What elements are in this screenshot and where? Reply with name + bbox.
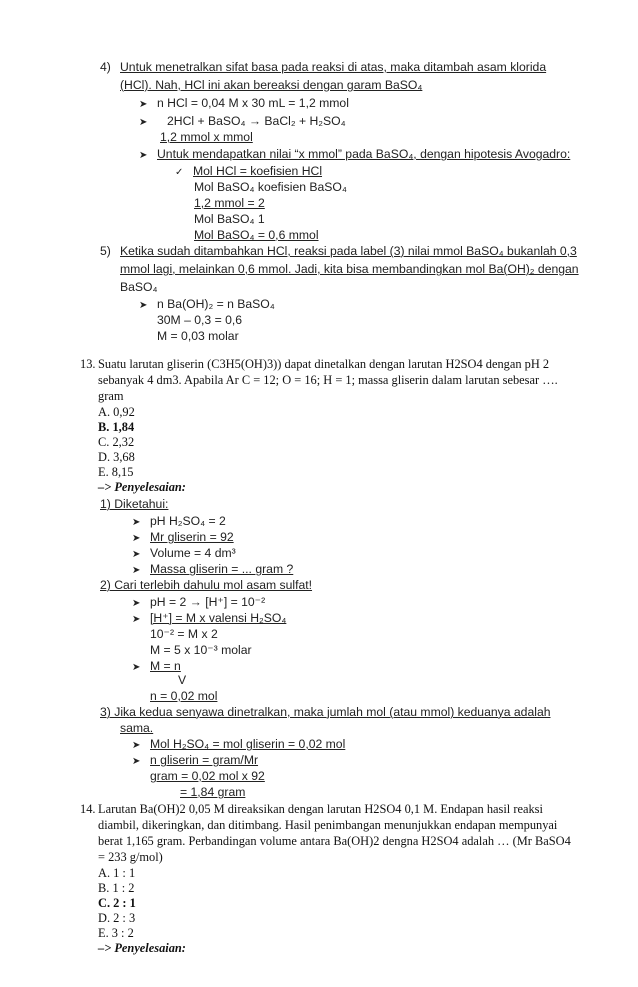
step3-text-b: n gliserin = gram/Mr — [150, 753, 259, 767]
known-text-1: pH H₂SO₄ = 2 — [150, 514, 226, 528]
q14-solution-label: –> Penyelesaian: — [98, 941, 186, 955]
nhcl-text: n HCl = 0,04 M x 30 mL = 1,2 mmol — [157, 96, 349, 110]
ratio-row-5: Mol BaSO₄ = 0,6 mmol — [194, 228, 319, 242]
checkmark-icon: ✓ — [175, 167, 184, 178]
q13-step-1-head: 1) Diketahui: — [100, 497, 169, 511]
q14-option-a: A. 1 : 1 — [98, 866, 136, 880]
arrow-bullet-icon: ➤ — [139, 99, 148, 110]
q14-option-c: C. 2 : 1 — [98, 896, 136, 910]
known-text-2: Mr gliserin = 92 — [150, 530, 234, 544]
q13-line-3: gram — [98, 389, 124, 403]
reaction-amounts: 1,2 mmol x mmol — [160, 130, 253, 144]
q13-option-e: E. 8,15 — [98, 465, 134, 479]
q13-step-2-g: n = 0,02 mol — [150, 689, 218, 703]
q13-step-2-head: 2) Cari terlebih dahulu mol asam sulfat! — [100, 578, 313, 592]
nbaoh-text: n Ba(OH)₂ = n BaSO₄ — [157, 297, 275, 311]
ratio-text-1: Mol HCl = koefisien HCl — [193, 164, 323, 178]
q13-option-b: B. 1,84 — [98, 420, 135, 434]
ratio-row-3: 1,2 mmol = 2 — [194, 196, 265, 210]
bullet-nbaoh — [139, 297, 275, 311]
step-4-line-1: Untuk menetralkan sifat basa pada reaksi di atas, maka ditambah asam klorida — [120, 60, 547, 74]
q13-step-2-b — [132, 611, 286, 625]
ratio-row-1 — [175, 164, 322, 178]
step-5-line-2: mmol lagi, melainkan 0,6 mmol. Jadi, kita bisa membandingkan mol Ba(OH)₂ dengan — [120, 262, 579, 276]
arrow-bullet-icon: ➤ — [139, 150, 148, 161]
arrow-bullet-icon: ➤ — [139, 117, 148, 128]
q13-solution-label: –> Penyelesaian: — [98, 480, 186, 494]
reaction-text: 2HCl + BaSO₄ → BaCl₂ + H₂SO₄ — [167, 114, 346, 128]
q13-known-1 — [132, 514, 226, 528]
avogadro-text: Untuk mendapatkan nilai “x mmol” pada BaSO₄, dengan hipotesis Avogadro: — [157, 147, 571, 161]
q13-known-2 — [132, 530, 234, 544]
calc-line-2: M = 0,03 molar — [157, 329, 239, 343]
q14-option-d: D. 2 : 3 — [98, 911, 136, 925]
step2-text-e: M = n — [150, 659, 181, 673]
q13-step-3-a — [132, 737, 345, 751]
arrow-bullet-icon: ➤ — [132, 740, 141, 751]
q14-line-1: Larutan Ba(OH)2 0,05 M direaksikan dengan larutan H2SO4 0,1 M. Endapan hasil reaksi — [98, 802, 543, 816]
arrow-bullet-icon: ➤ — [132, 517, 141, 528]
q13-option-c: C. 2,32 — [98, 435, 135, 449]
step-5-line-3: BaSO₄ — [120, 280, 158, 294]
q14-line-4: = 233 g/mol) — [98, 850, 163, 864]
q13-step-3-c: gram = 0,02 mol x 92 — [150, 769, 265, 783]
q13-number: 13. — [80, 357, 96, 371]
step2-text-b: [H⁺] = M x valensi H₂SO₄ — [150, 611, 287, 625]
arrow-bullet-icon: ➤ — [132, 662, 141, 673]
known-text-4: Massa gliserin = ... gram ? — [150, 562, 294, 576]
step-5-number: 5) — [100, 244, 111, 258]
q14-line-2: diambil, dikeringkan, dan ditimbang. Hasil penimbangan menunjukkan endapan mempunyai — [98, 818, 558, 832]
q13-known-4 — [132, 562, 293, 576]
ratio-row-4: Mol BaSO₄ 1 — [194, 212, 265, 226]
q13-step-3-d: = 1,84 gram — [180, 785, 246, 799]
q13-step-2-e — [132, 659, 181, 673]
bullet-nhcl — [139, 96, 349, 110]
arrow-bullet-icon: ➤ — [132, 533, 141, 544]
q13-step-2-f: V — [178, 673, 187, 687]
q13-step-3-head-2: sama. — [120, 721, 154, 735]
q13-known-3 — [132, 546, 236, 560]
q14-number: 14. — [80, 802, 96, 816]
calc-line-1: 30M – 0,3 = 0,6 — [157, 313, 243, 327]
ratio-row-2: Mol BaSO₄ koefisien BaSO₄ — [194, 180, 347, 194]
step-4-line-2: (HCl). Nah, HCl ini akan bereaksi dengan garam BaSO₄ — [120, 78, 423, 92]
q13-option-d: D. 3,68 — [98, 450, 135, 464]
arrow-bullet-icon: ➤ — [132, 565, 141, 576]
known-text-3: Volume = 4 dm³ — [150, 546, 236, 560]
step-5-line-1: Ketika sudah ditambahkan HCl, reaksi pada label (3) nilai mmol BaSO₄ bukanlah 0,3 — [120, 244, 577, 258]
q13-line-1: Suatu larutan gliserin (C3H5(OH)3)) dapat dinetalkan dengan larutan H2SO4 dengan pH 2 — [98, 357, 550, 371]
q14-line-3: berat 1,165 gram. Perbandingan volume antara Ba(OH)2 dengna H2SO4 adalah … (Mr BaSO4 — [98, 834, 571, 848]
q13-step-2-c: 10⁻² = M x 2 — [150, 627, 218, 641]
arrow-bullet-icon: ➤ — [132, 549, 141, 560]
q14-option-e: E. 3 : 2 — [98, 926, 134, 940]
step-4-number: 4) — [100, 60, 111, 74]
q13-step-3-b — [132, 753, 258, 767]
bullet-reaction — [139, 114, 346, 128]
q13-option-a: A. 0,92 — [98, 405, 135, 419]
step3-text-a: Mol H₂SO₄ = mol gliserin = 0,02 mol — [150, 737, 346, 751]
arrow-bullet-icon: ➤ — [139, 300, 148, 311]
q13-step-3-head-1: 3) Jika kedua senyawa dinetralkan, maka jumlah mol (atau mmol) keduanya adalah — [100, 705, 551, 719]
arrow-bullet-icon: ➤ — [132, 614, 141, 625]
bullet-avogadro — [139, 147, 570, 161]
arrow-bullet-icon: ➤ — [132, 756, 141, 767]
step2-text-a: pH = 2 → [H⁺] = 10⁻² — [150, 595, 266, 609]
q13-step-2-a — [132, 595, 265, 609]
q14-option-b: B. 1 : 2 — [98, 881, 135, 895]
arrow-bullet-icon: ➤ — [132, 598, 141, 609]
q13-step-2-d: M = 5 x 10⁻³ molar — [150, 643, 252, 657]
q13-line-2: sebanyak 4 dm3. Apabila Ar C = 12; O = 16; H = 1; massa gliserin dalam larutan sebesar …. — [98, 373, 558, 387]
